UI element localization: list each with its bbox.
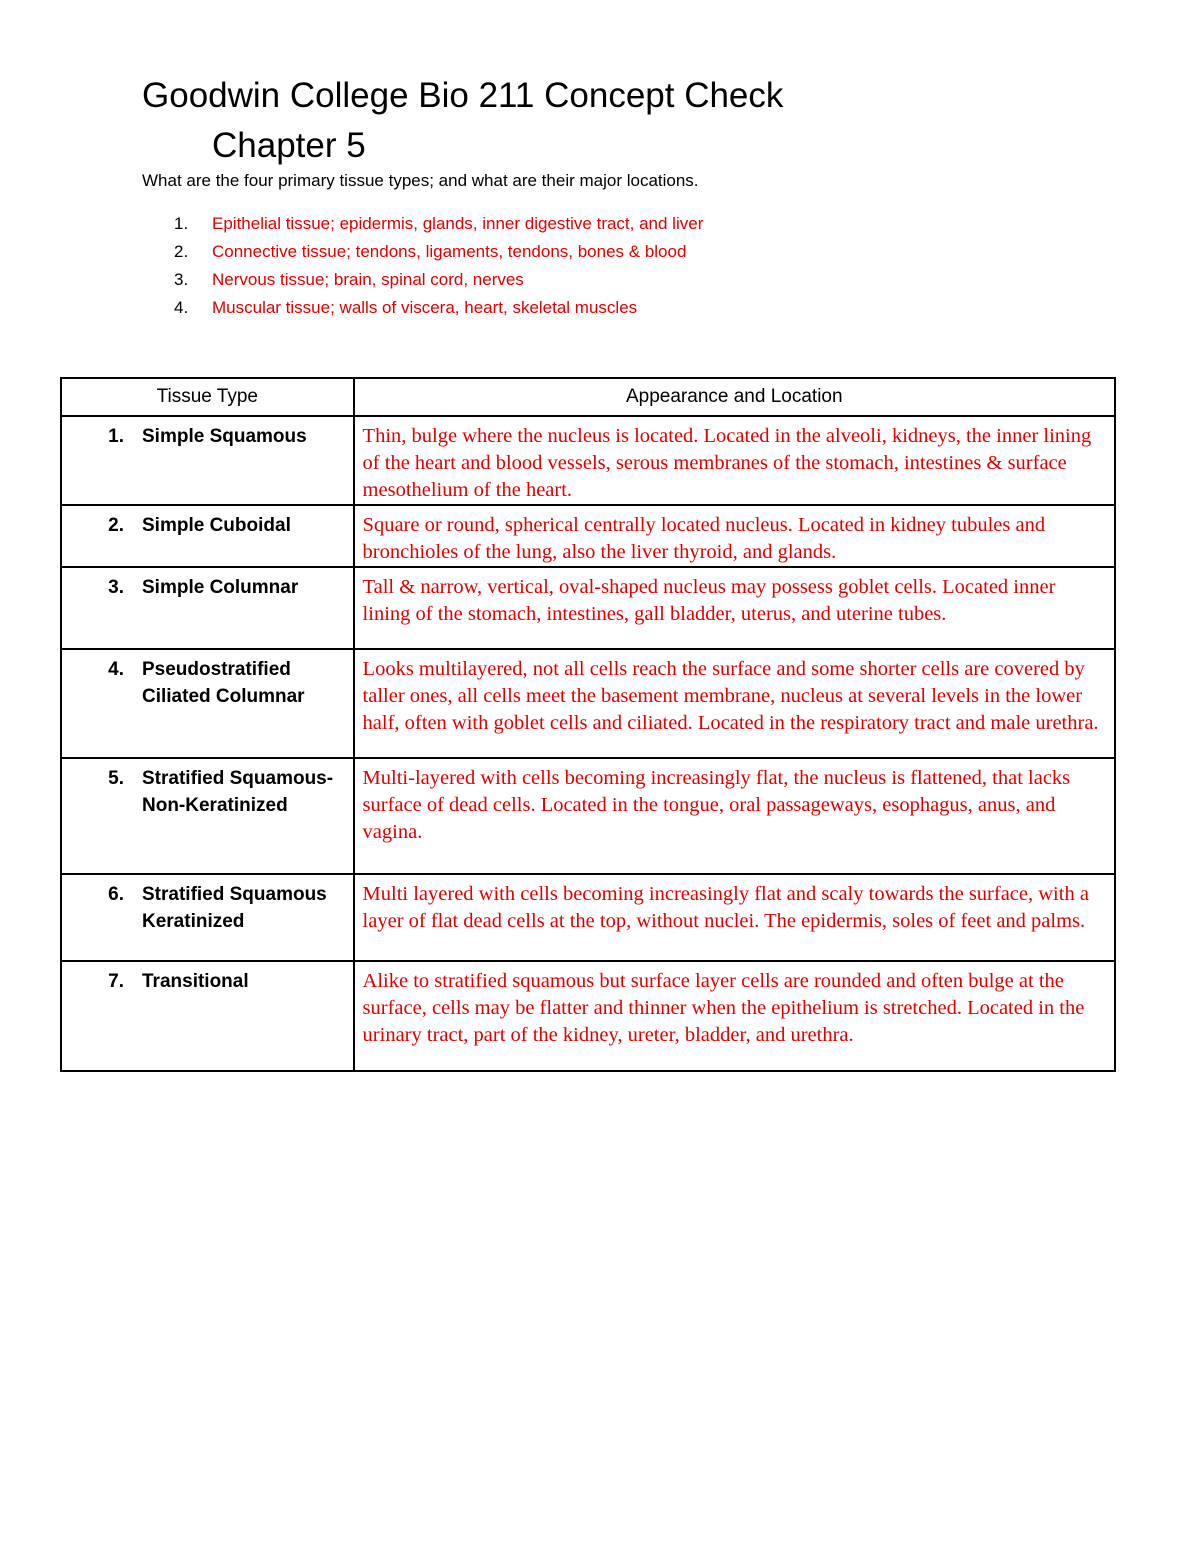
table-row [61, 505, 1115, 567]
list-item-number: 2. [174, 242, 189, 261]
tissue-type-name: Simple Squamous [142, 426, 307, 447]
tissue-type-cell [61, 416, 354, 505]
table-row [61, 961, 1115, 1071]
list-item-text: Nervous tissue; brain, spinal cord, nerves [212, 270, 524, 289]
list-item-number: 3. [174, 270, 189, 289]
row-number: 3. [108, 577, 124, 598]
list-item-text: Epithelial tissue; epidermis, glands, inner digestive tract, and liver [212, 214, 704, 233]
description-cell [354, 961, 1115, 1071]
list-item-text: Muscular tissue; walls of viscera, heart, skeletal muscles [212, 298, 638, 317]
tissue-type-name: Simple Cuboidal [142, 515, 291, 536]
tissue-type-cell [61, 874, 354, 961]
list-item [142, 240, 703, 268]
table-row [61, 649, 1115, 758]
tissue-description: Multi layered with cells becoming increasingly flat and scaly towards the surface, with a layer of flat dead cells at the top, without nuclei. The epidermis, soles of feet and palms. [362, 883, 1089, 932]
tissue-type-name: Stratified Squamous Keratinized [142, 884, 327, 932]
tissue-table [60, 377, 1116, 1072]
row-number: 5. [108, 768, 124, 789]
tissue-type-name: Stratified Squamous-Non-Keratinized [142, 768, 334, 816]
header-tissue-type: Tissue Type [61, 378, 354, 416]
table-header-row [61, 378, 1115, 416]
list-item-number: 1. [174, 214, 189, 233]
list-item-number: 4. [174, 298, 189, 317]
description-cell [354, 416, 1115, 505]
table-row [61, 567, 1115, 649]
tissue-type-cell [61, 505, 354, 567]
tissue-type-cell [61, 961, 354, 1071]
list-item [142, 212, 703, 240]
list-item-text: Connective tissue; tendons, ligaments, tendons, bones & blood [212, 242, 687, 261]
row-number: 6. [108, 884, 124, 905]
table-row [61, 416, 1115, 505]
tissue-type-cell [61, 649, 354, 758]
tissue-type-name: Simple Columnar [142, 577, 299, 598]
tissue-description: Looks multilayered, not all cells reach the surface and some shorter cells are covered by taller ones, all cells meet the basement membrane, nucleus at several levels in the lower half, often with goblet cells and ciliated. Located in the respiratory tract and male urethra. [362, 658, 1099, 734]
answer-list [142, 212, 703, 324]
table-row [61, 758, 1115, 874]
row-number: 4. [108, 659, 124, 680]
row-number: 7. [108, 971, 124, 992]
tissue-description: Tall & narrow, vertical, oval-shaped nucleus may possess goblet cells. Located inner lining of the stomach, intestines, gall bladder, uterus, and uterine tubes. [362, 576, 1056, 625]
description-cell [354, 505, 1115, 567]
list-item [142, 296, 703, 324]
tissue-type-name: Pseudostratified Ciliated Columnar [142, 659, 305, 707]
tissue-description: Square or round, spherical centrally located nucleus. Located in kidney tubules and bronchioles of the lung, also the liver thyroid, and glands. [362, 514, 1046, 563]
description-cell [354, 758, 1115, 874]
tissue-description: Thin, bulge where the nucleus is located. Located in the alveoli, kidneys, the inner lining of the heart and blood vessels, serous membranes of the stomach, intestines & surface mesothelium of the heart. [362, 425, 1092, 501]
tissue-description: Alike to stratified squamous but surface layer cells are rounded and often bulge at the surface, cells may be flatter and thinner when the epithelium is stretched. Located in the urinary tract, part of the kidney, ureter, bladder, and urethra. [362, 970, 1085, 1046]
tissue-type-name: Transitional [142, 971, 249, 992]
description-cell [354, 874, 1115, 961]
list-item [142, 268, 703, 296]
table-row [61, 874, 1115, 961]
row-number: 2. [108, 515, 124, 536]
tissue-type-cell [61, 567, 354, 649]
document-title: Goodwin College Bio 211 Concept Check [142, 76, 784, 115]
chapter-title: Chapter 5 [212, 126, 366, 165]
description-cell [354, 649, 1115, 758]
tissue-description: Multi-layered with cells becoming increasingly flat, the nucleus is flattened, that lacks surface of dead cells. Located in the tongue, oral passageways, esophagus, anus, and vagina. [362, 767, 1071, 843]
row-number: 1. [108, 426, 124, 447]
question-text: What are the four primary tissue types; and what are their major locations. [142, 171, 699, 190]
tissue-type-cell [61, 758, 354, 874]
description-cell [354, 567, 1115, 649]
header-appearance-location: Appearance and Location [354, 378, 1115, 416]
